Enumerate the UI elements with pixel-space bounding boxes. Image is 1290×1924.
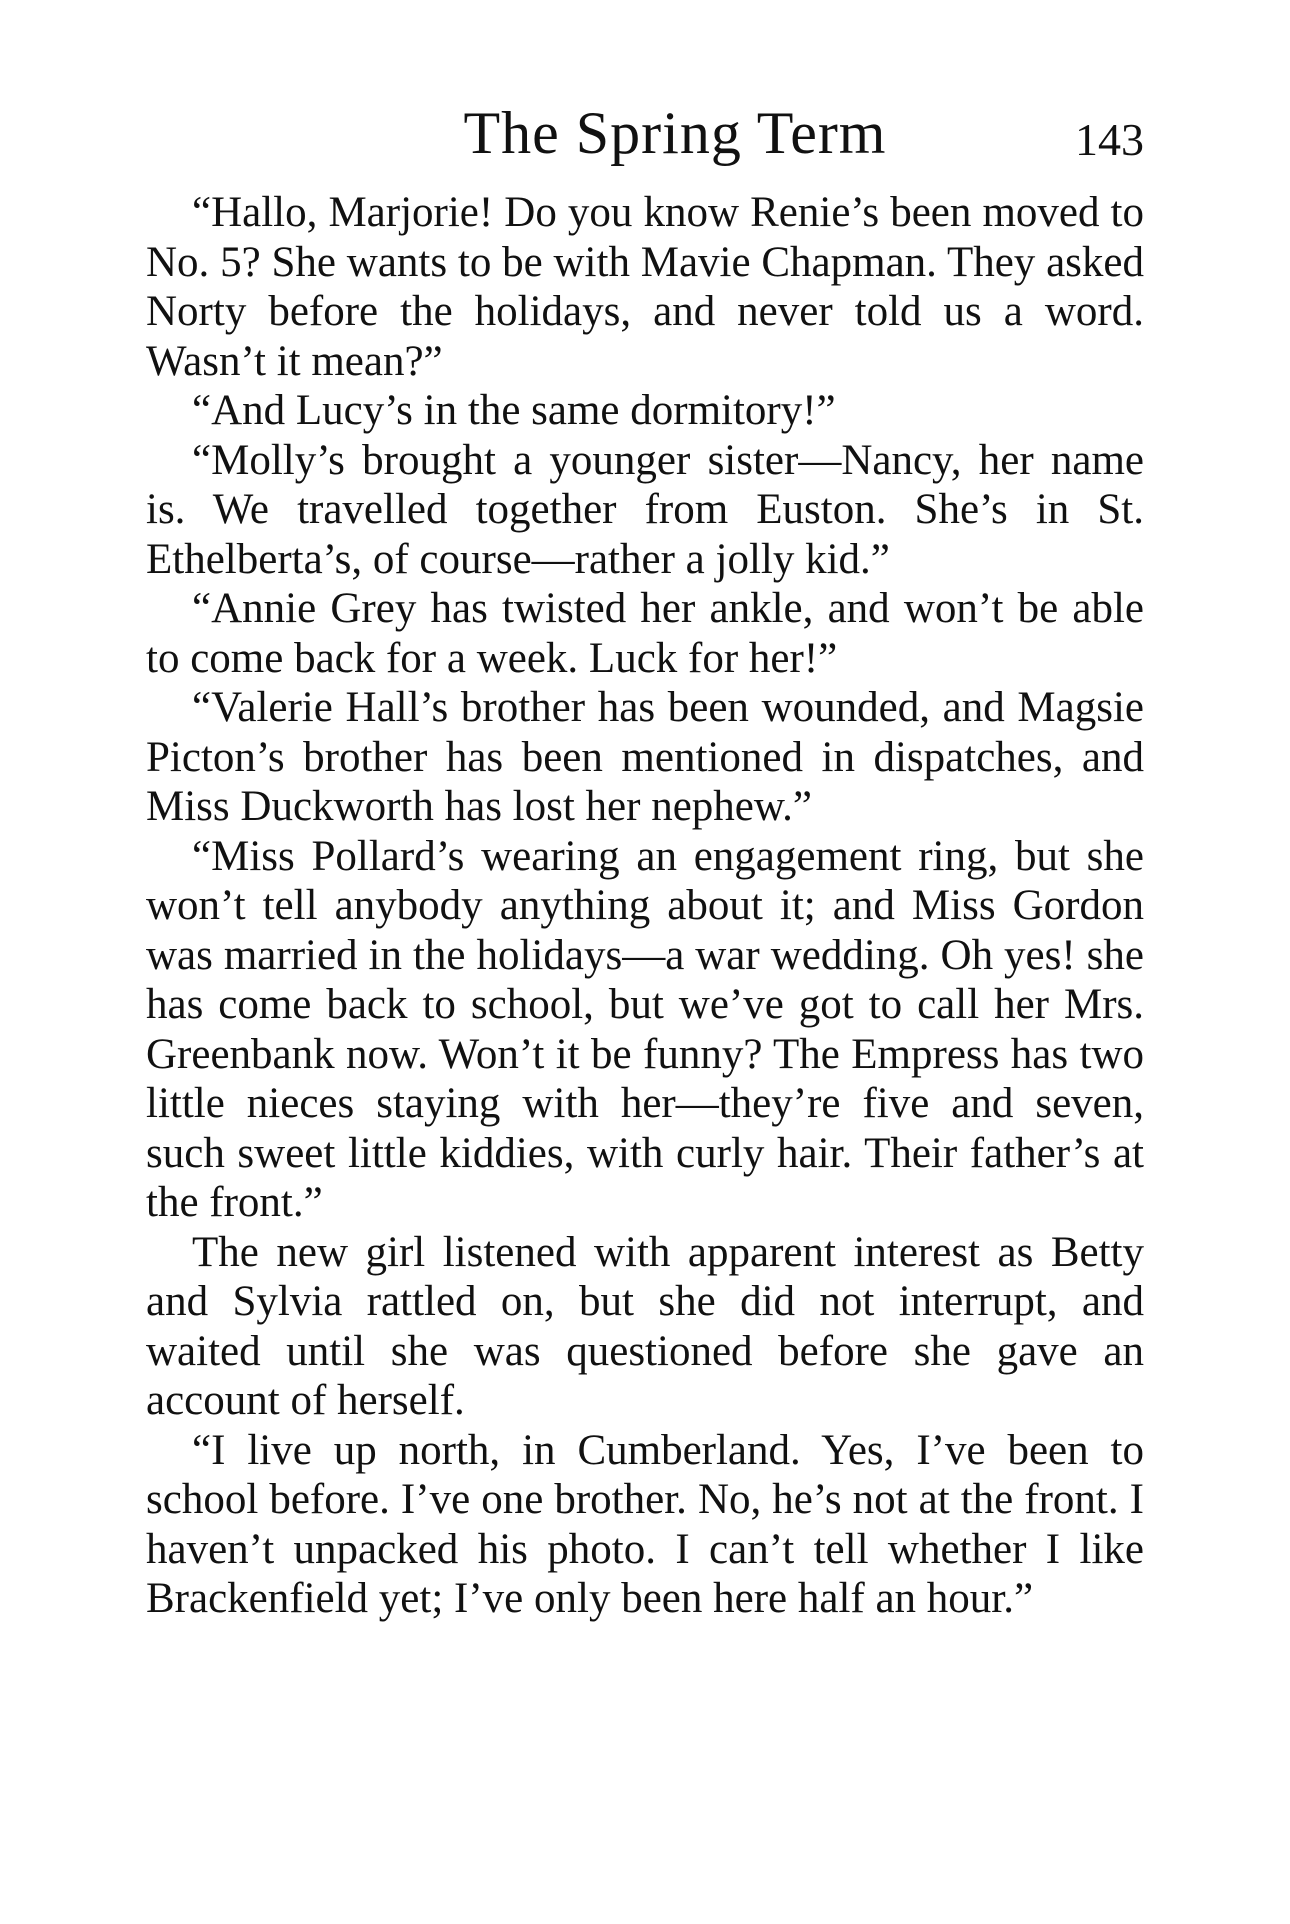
paragraph: “And Lucy’s in the same dormitory!” [192,387,836,434]
paragraph: “Molly’s brought a younger sister—Nancy, her name is. We travelled together from Euston. She’s in St. Ethelberta’s, of course—rather a jolly kid.” [146,436,1144,583]
running-title: The Spring Term [463,100,887,166]
paragraph: “I live up north, in Cumberland. Yes, I’ve been to school before. I’ve one brother. No, he’s not at the front. I haven’t unpacked his photo. I can’t tell whether I like Brackenfield yet; I’ve only been here half an hour.” [146,1426,1144,1622]
paragraph: “Hallo, Marjorie! Do you know Renie’s been moved to No. 5? She wants to be with Mavie Chapman. They asked Norty before the holidays, and never told us a word. Wasn’t it mean?” [146,189,1144,385]
body-text [146,188,1144,1624]
paragraph: “Valerie Hall’s brother has been wounded, and Magsie Picton’s brother has been mentioned in dispatches, and Miss Duckworth has lost her nephew.” [146,684,1144,830]
running-head [146,98,1144,168]
page-number: 143 [1075,114,1144,165]
paragraph: “Annie Grey has twisted her ankle, and won’t be able to come back for a week. Luck for her!” [146,585,1144,682]
paragraph: “Miss Pollard’s wearing an engagement ring, but she won’t tell anybody anything about it; and Miss Gordon was married in the holidays—a war wedding. Oh yes! she has come back to school, but we’ve got to call her Mrs. Greenbank now. Won’t it be funny? The Empress has two little nieces staying with her—they’re five and seven, such sweet little kiddies, with curly hair. Their father’s at the front.” [146,832,1144,1226]
paragraph: The new girl listened with apparent interest as Betty and Sylvia rattled on, but she did not interrupt, and waited until she was questioned before she gave an account of herself. [146,1228,1144,1424]
